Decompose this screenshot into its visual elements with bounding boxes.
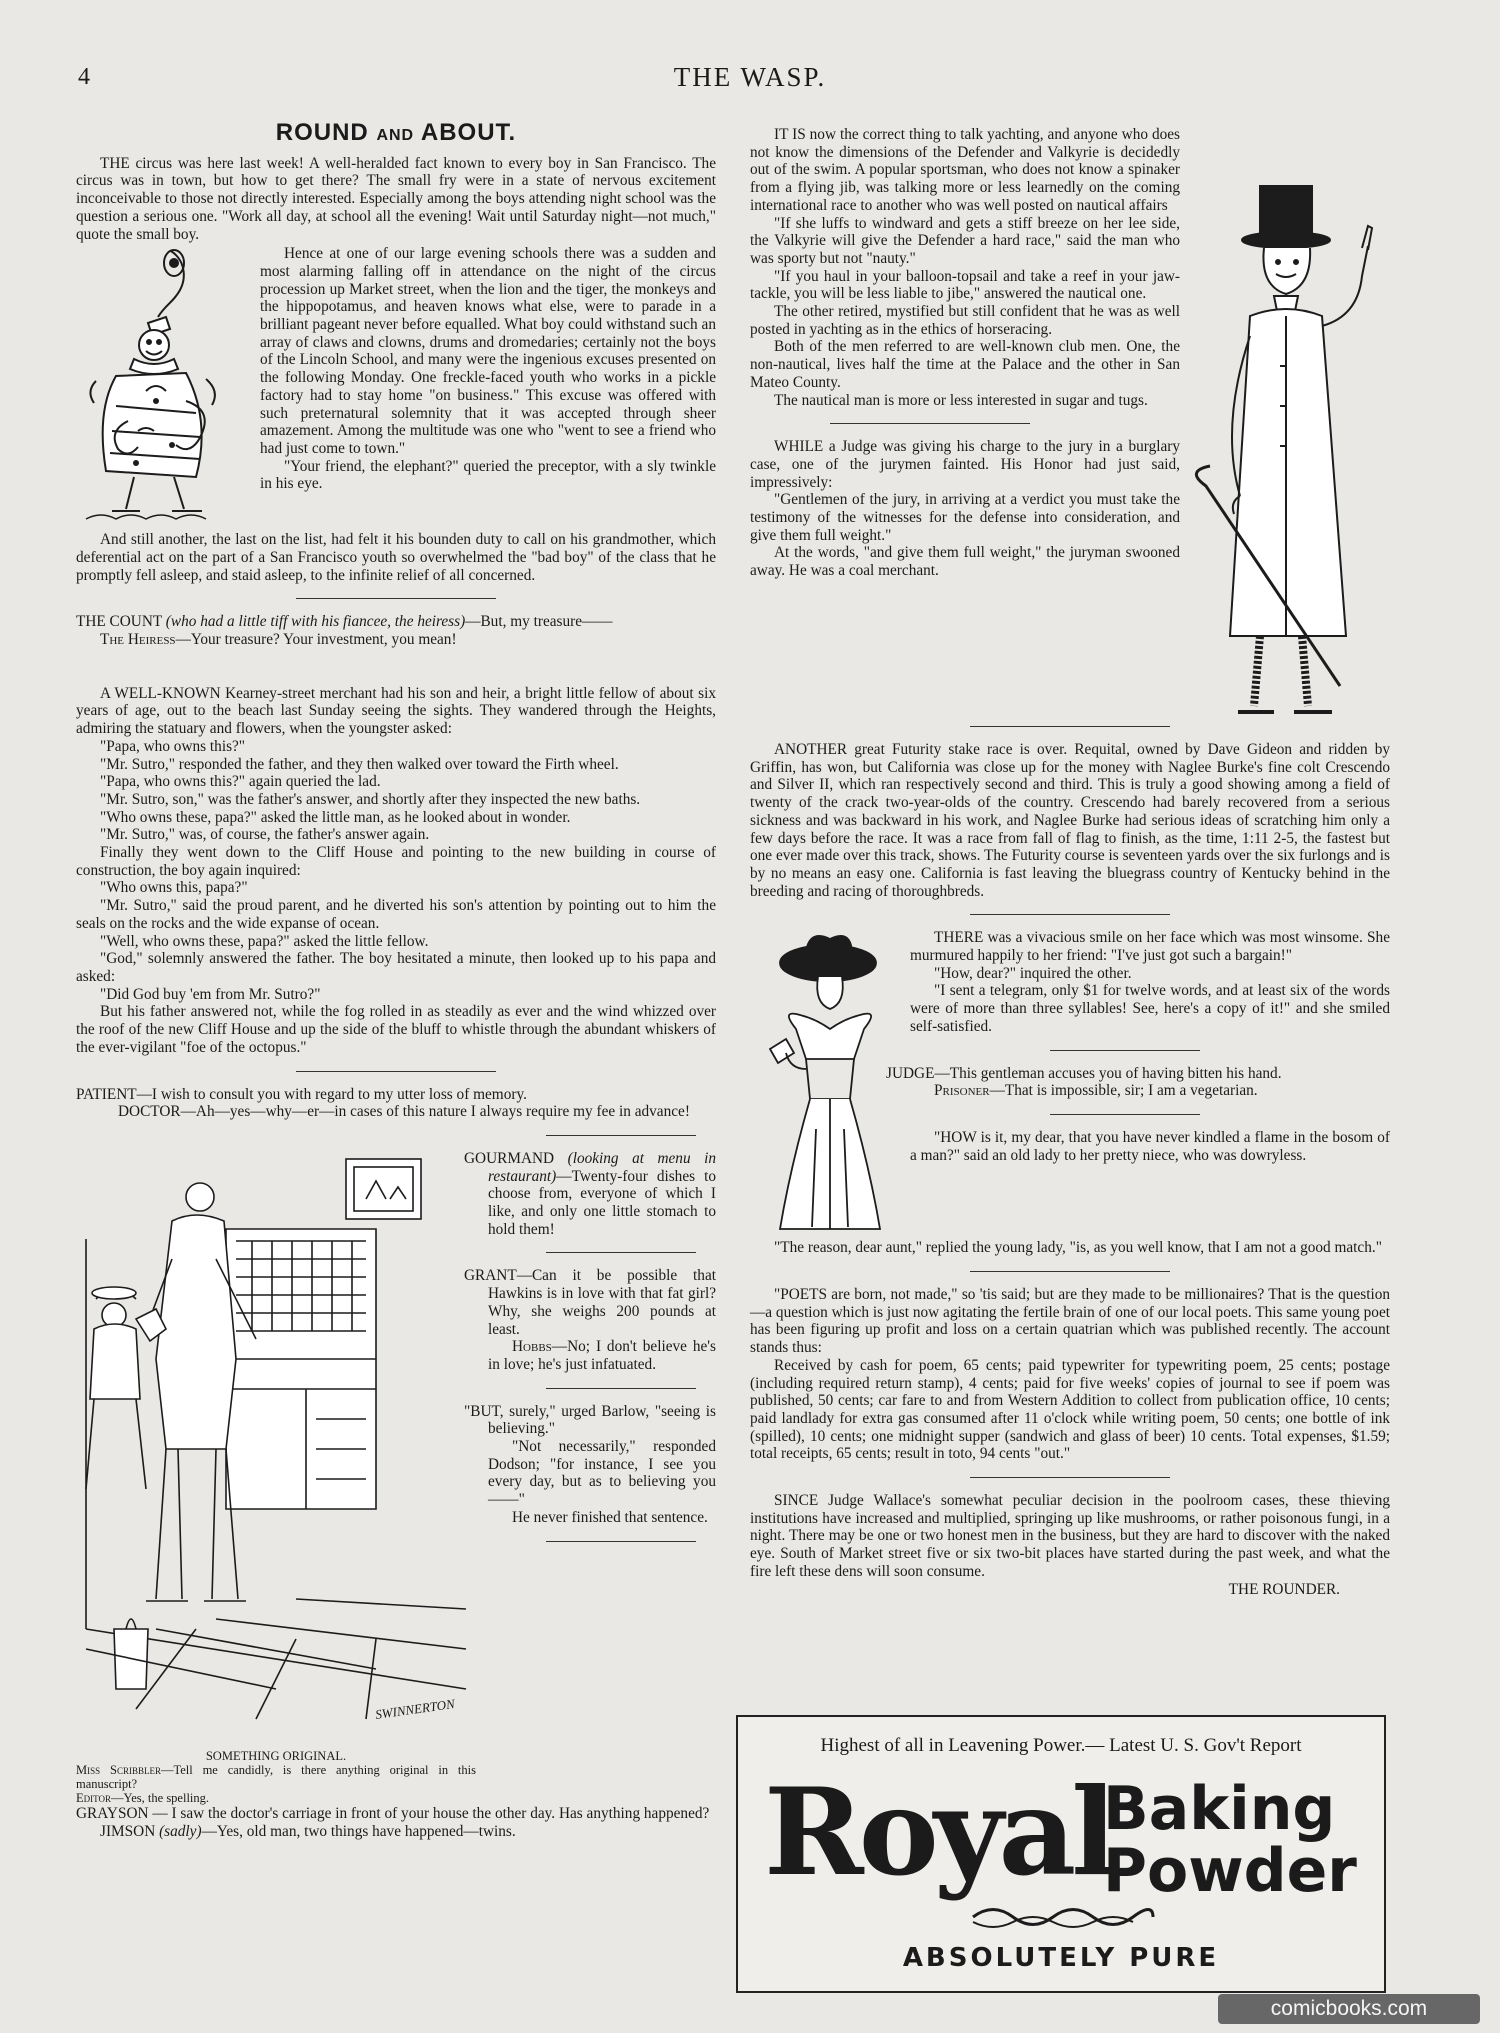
patient-line: PATIENT—I wish to consult you with regard to my utter loss of memory. (76, 1085, 527, 1103)
circus-paragraph-3: "Your friend, the elephant?" queried the preceptor, with a sly twinkle in his eye. (260, 457, 716, 493)
count-paragraph: THE COUNT (who had a little tiff with his fiancee, the heiress)—But, my treasure—— (76, 613, 613, 631)
judge2-paragraph: JUDGE—This gentleman accuses you of having bitten his hand. (886, 1064, 1282, 1082)
ad-powder-word: Powder (1103, 1836, 1357, 1906)
yacht-paragraph-2: "If she luffs to windward and gets a stiff breeze on her lee side, the Valkyrie will give the Defender a hard race," said the man who was sporty but not "nauty." (750, 214, 1180, 267)
divider-rule (546, 1541, 696, 1542)
sutro-paragraph-8: Finally they went down to the Cliff House and pointing to the new building in course of construction, the boy again inquired: (76, 844, 716, 879)
kindled-paragraph-2: "The reason, dear aunt," replied the young lady, "is, as you well know, that I am not a good match." (774, 1239, 1382, 1257)
ad-tagline: Highest of all in Leavening Power.— Latest U. S. Gov't Report (820, 1735, 1302, 1756)
grayson-paragraph: GRAYSON — I saw the doctor's carriage in front of your house the other day. Has anything happened? (76, 1804, 710, 1822)
divider-rule (970, 1477, 1170, 1478)
poets-paragraph-1: "POETS are born, not made," so 'tis said; but are they made to be millionaires? That is the question—a question which is just now agitating the fertile brain of one of our local poets. This same young poet has been figuring up profit and loss on a certain quatrian which was published recently. The account stands thus: (750, 1286, 1390, 1357)
circus-paragraph-2: Hence at one of our large evening schools there was a sudden and most alarming falling off in attendance on the night of the circus procession up Market street, when the lion and the tiger, the monkeys and the hippopotamus, and heaven knows what else, were to parade in a brilliant pageant never before equalled. What boy could withstand such an array of claws and clowns, drums and dromedaries; certainly not the boys of the Lincoln School, and many were the ingenious excuses presented on the following Monday. One freckle-faced youth who works in a pickle factory had to stay home "on business." This excuse was offered with such preternatural solemnity that it was accepted through sheer amazement. Among the multitude was one who "went to see a friend who had just come to town." (260, 245, 716, 457)
gentleman-illustration (1190, 166, 1390, 726)
ad-absolutely-pure: ABSOLUTELY PURE (902, 1943, 1220, 1973)
artist-signature: SWINNERTON (374, 1695, 456, 1722)
hobbs-paragraph: Hobbs—No; I don't believe he's in love; he's just infatuated. (488, 1338, 716, 1373)
divider-rule (546, 1388, 696, 1389)
heiress-paragraph: The Heiress—Your treasure? Your investment, you mean! (100, 631, 457, 649)
circus-paragraph-4: And still another, the last on the list, had felt it his bounden duty to call on his grandmother, which deferential act on the part of a San Francisco youth so overwhelmed the "bad boy" of the class that he promptly fell asleep, and staid asleep, to the infinite relief of all concerned. (76, 531, 716, 584)
yacht-paragraph-1: IT IS now the correct thing to talk yachting, and anyone who does not know the dimensions of the Defender and Valkyrie is decidedly out of the swim. A popular sportsman, who does not know a spinaker from a flying jib, was talking more or less learnedly on the coming international race to another who was well posted on nautical affairs (750, 126, 1180, 214)
poolroom-paragraph: SINCE Judge Wallace's somewhat peculiar decision in the poolroom cases, these thieving institutions have increased and multiplied, springing up like mushrooms, or rather poisonous fungi, in a night. There may be one or two honest men in the business, but they are hard to discover with the naked eye. South of Market street five or six two-bit places have started during the past week, and what the fire left these dens will soon consume. (750, 1492, 1390, 1580)
clown-illustration (76, 241, 254, 531)
sutro-paragraph-4: "Papa, who owns this?" again queried the lad. (100, 773, 381, 791)
ad-royal-word: Royal (764, 1762, 1112, 1903)
divider-rule (546, 1252, 696, 1253)
divider-rule (830, 423, 1030, 424)
but-surely-2: "Not necessarily," responded Dodson; "for instance, I see you every day, but as to believing you——" (488, 1438, 716, 1509)
cartoon-caption: SOMETHING ORIGINAL. (205, 1748, 347, 1763)
jimson-paragraph: JIMSON (sadly)—Yes, old man, two things have happened—twins. (100, 1822, 516, 1840)
judge-paragraph-1: WHILE a Judge was giving his charge to the jury in a burglary case, one of the jurymen fainted. His Honor had just said, impressively: (750, 438, 1180, 491)
sutro-paragraph-9: "Who owns this, papa?" (100, 879, 248, 897)
left-column (76, 119, 716, 1840)
author-signature: THE ROUNDER. (1228, 1580, 1340, 1598)
section-title: ROUND AND ABOUT. (275, 119, 517, 146)
divider-rule (546, 1135, 696, 1136)
judge-paragraph-2: "Gentlemen of the jury, in arriving at a verdict you must take the testimony of the witnesses for the defense into consideration, and give them full weight." (750, 491, 1180, 544)
kindled-paragraph-1: "HOW is it, my dear, that you have never kindled a flame in the bosom of a man?" said an old lady to her pretty niece, who was dowryless. (910, 1128, 1390, 1164)
ad-baking-word: Baking (1103, 1774, 1336, 1844)
bargain-paragraph-3: "I sent a telegram, only $1 for twelve words, and at least six of the words were of more than three syllables! See, here's a copy of it!" and she smiled self-satisfied. (910, 982, 1390, 1035)
poets-paragraph-2: Received by cash for poem, 65 cents; paid typewriter for typewriting poem, 25 cents; postage (including required return stamp), 4 cents; paid for five weeks' copies of journal to see if poem was published, 50 cents; car fare to and from Western Addition to collect from publication office, 10 cents; paid landlady for extra gas consumed after 11 o'clock while writing poem, 50 cents; one bottle of ink (spilled), 10 cents; one midnight supper (sandwich and glass of beer) 10 cents. Total expenses, $1.59; total receipts, 65 cents; result in toto, 94 cents "out." (750, 1356, 1390, 1463)
masthead (0, 58, 1500, 98)
gourmand-paragraph: GOURMAND (looking at menu in restaurant)—Twenty-four dishes to choose from, everyone of which I like, and only one little stomach to hold them! (464, 1149, 716, 1238)
cartoon-caption-block (76, 1749, 716, 1805)
lady-illustration (750, 929, 900, 1239)
sutro-paragraph-14: But his father answered not, while the fog rolled in as steadily as ever and the wind whizzed over the roof of the new Cliff House and up the side of the bluff to whistle through the abundant whiskers of the ever-vigilant "foe of the octopus." (76, 1003, 716, 1056)
grant-paragraph: GRANT—Can it be possible that Hawkins is in love with that fat girl? Why, she weighs 200 pounds at least. (464, 1267, 716, 1338)
page-number: 4 (78, 64, 90, 90)
sutro-paragraph-13: "Did God buy 'em from Mr. Sutro?" (100, 985, 321, 1003)
divider-rule (1050, 1114, 1200, 1115)
yacht-paragraph-4: The other retired, mystified but still confident that he was as well posted in yachting as in the ethics of horseracing. (750, 303, 1180, 338)
sutro-paragraph-5: "Mr. Sutro, son," was the father's answer, and shortly after they inspected the new baths. (100, 790, 641, 808)
judge-paragraph-3: At the words, "and give them full weight," the juryman swooned away. He was a coal merchant. (750, 544, 1180, 580)
divider-rule (296, 598, 496, 599)
sutro-paragraph-11: "Well, who owns these, papa?" asked the little fellow. (100, 932, 429, 950)
doctor-line: DOCTOR—Ah—yes—why—er—in cases of this nature I always require my fee in advance! (118, 1103, 690, 1121)
divider-rule (1050, 1050, 1200, 1051)
royal-baking-powder-ad (736, 1715, 1386, 1993)
bargain-paragraph-1: THERE was a vivacious smile on her face which was most winsome. She murmured happily to her friend: "I've just got such a bargain!" (910, 929, 1390, 965)
but-surely-1: "BUT, surely," urged Barlow, "seeing is believing." (464, 1402, 716, 1438)
editor-line: Editor—Yes, the spelling. (76, 1790, 210, 1805)
yacht-paragraph-3: "If you haul in your balloon-topsail and take a reef in your jaw-tackle, you will be less liable to jibe," answered the nautical one. (750, 267, 1180, 303)
bargain-paragraph-2: "How, dear?" inquired the other. (934, 964, 1132, 982)
right-column (750, 126, 1390, 1598)
sutro-paragraph-6: "Who owns these, papa?" asked the little man, as he looked about in wonder. (100, 808, 571, 826)
sutro-paragraph-2: "Papa, who owns this?" (100, 737, 246, 755)
circus-paragraph-1: THE circus was here last week! A well-heralded fact known to every boy in San Francisco. The circus was in town, but how to get there? The small fry were in a state of nervous excitement inconceivable to those not directly interested. Especially among the boys attending night school was the question a serious one. "Work all day, at school all the evening! Wait until Saturday night—not much," quote the small boy. (76, 154, 716, 243)
prisoner-paragraph: Prisoner—That is impossible, sir; I am a vegetarian. (934, 1082, 1258, 1100)
futurity-paragraph: ANOTHER great Futurity stake race is over. Requital, owned by Dave Gideon and ridden by Griffin, has won, but California was close up for the money with Naglee Burke's fine colt Crescendo and Silver II, which ran respectively second and third. This is truly a good showing among a field of twenty of the crack two-year-olds of the country. Crescendo had barely recovered from a serious sickness and was backward in his work, and Naglee Burke had serious ideas of scratching him only a few days before the race. It was a race from fall of flag to finish, as the time, 1:11 2-5, the fastest but one ever made over this track, shows. The Futurity course is seventeen yards over the six furlongs and is by no means an easy one. California is fast leaving the bluegrass country of Kentucky behind in the breeding and racing of thoroughbreds. (750, 741, 1390, 900)
office-cartoon (76, 1129, 476, 1749)
divider-rule (970, 914, 1170, 915)
sutro-paragraph-12: "God," solemnly answered the father. The boy hesitated a minute, then looked up to his papa and asked: (76, 950, 716, 985)
yacht-paragraph-6: The nautical man is more or less interested in sugar and tugs. (774, 391, 1148, 409)
sutro-paragraph-7: "Mr. Sutro," was, of course, the father's answer again. (100, 826, 430, 844)
divider-rule (970, 1271, 1170, 1272)
divider-rule (970, 726, 1170, 727)
but-surely-3: He never finished that sentence. (512, 1508, 708, 1526)
watermark: comicbooks.com (1218, 1994, 1480, 2024)
miss-scribbler-line: Miss Scribbler—Tell me candidly, is there anything original in this manuscript? (76, 1762, 476, 1791)
publication-title: THE WASP. (673, 62, 827, 92)
sutro-paragraph-10: "Mr. Sutro," said the proud parent, and he diverted his son's attention by pointing out to him the seals on the rocks and the wide expanse of ocean. (76, 897, 716, 932)
yacht-paragraph-5: Both of the men referred to are well-known club men. One, the non-nautical, lives half the time at the Palace and the other in San Mateo County. (750, 338, 1180, 391)
ornament-flourish-icon (963, 1902, 1163, 1932)
sutro-paragraph-1: A WELL-KNOWN Kearney-street merchant had his son and heir, a bright little fellow of about six years of age, out to the beach last Sunday seeing the sights. They wandered through the Heights, admiring the statuary and flowers, when the youngster asked: (76, 684, 716, 738)
divider-rule (296, 1071, 496, 1072)
sutro-paragraph-3: "Mr. Sutro," responded the father, and they then walked over toward the Firth wheel. (100, 755, 619, 773)
